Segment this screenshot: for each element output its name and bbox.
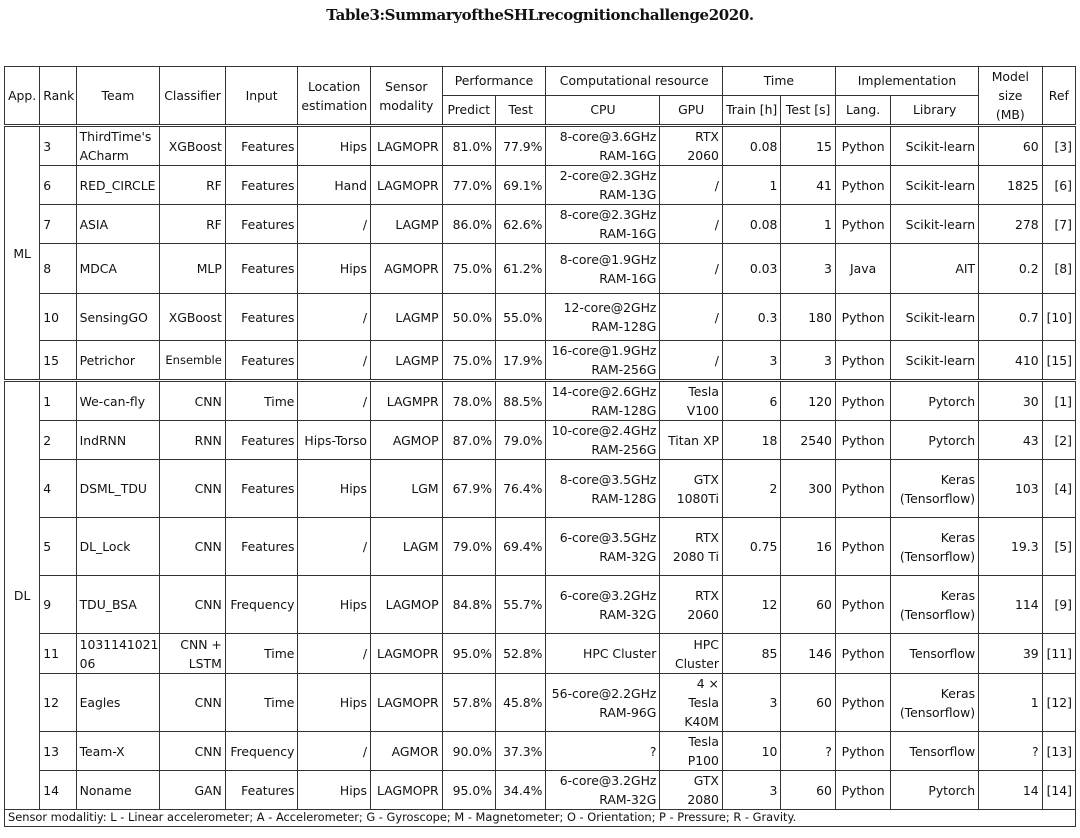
model-size-cell: 60	[979, 126, 1043, 166]
header-sensor: Sensor modality	[371, 67, 443, 126]
test-cell: 88.5%	[496, 381, 546, 421]
cpu-cell: 8-core@1.9GHz RAM-16G	[546, 244, 660, 294]
test-cell: 17.9%	[496, 341, 546, 381]
test-cell: 37.3%	[496, 732, 546, 771]
input-cell: Frequency	[225, 732, 298, 771]
rank-cell: 1	[40, 381, 76, 421]
header-library: Library	[891, 95, 979, 125]
team-cell: TDU_BSA	[76, 576, 160, 634]
summary-table	[4, 66, 1076, 810]
model-size-cell: 1825	[979, 166, 1043, 205]
cpu-cell: HPC Cluster	[546, 634, 660, 674]
header-location: Location estimation	[298, 67, 371, 126]
cpu-cell: ?	[546, 732, 660, 771]
train-time-cell: 1	[722, 166, 780, 205]
gpu-cell: GTX 1080Ti	[660, 460, 723, 518]
table-row	[5, 294, 1076, 341]
model-size-cell: ?	[979, 732, 1043, 771]
predict-cell: 50.0%	[442, 294, 495, 341]
gpu-cell: /	[660, 341, 723, 381]
test-cell: 61.2%	[496, 244, 546, 294]
predict-cell: 79.0%	[442, 518, 495, 576]
team-cell: DL_Lock	[76, 518, 160, 576]
classifier-cell: CNN	[160, 381, 226, 421]
table-row	[5, 732, 1076, 771]
library-cell: Tensorflow	[891, 732, 979, 771]
input-cell: Features	[225, 166, 298, 205]
lang-cell: Python	[835, 732, 890, 771]
cpu-cell: 8-core@3.6GHz RAM-16G	[546, 126, 660, 166]
lang-cell: Python	[835, 771, 890, 810]
sensor-cell: AGMOPR	[371, 244, 443, 294]
table-row	[5, 421, 1076, 460]
team-cell: ThirdTime's ACharm	[76, 126, 160, 166]
model-size-cell: 14	[979, 771, 1043, 810]
lang-cell: Python	[835, 341, 890, 381]
table-row	[5, 674, 1076, 732]
rank-cell: 12	[40, 674, 76, 732]
header-train-time: Train [h]	[722, 95, 780, 125]
classifier-cell: CNN	[160, 732, 226, 771]
test-cell: 69.4%	[496, 518, 546, 576]
classifier-cell: CNN	[160, 460, 226, 518]
sensor-cell: LAGMP	[371, 294, 443, 341]
cpu-cell: 14-core@2.6GHz RAM-128G	[546, 381, 660, 421]
test-cell: 77.9%	[496, 126, 546, 166]
classifier-cell: CNN	[160, 674, 226, 732]
table-row	[5, 771, 1076, 810]
team-cell: IndRNN	[76, 421, 160, 460]
classifier-cell: XGBoost	[160, 126, 226, 166]
location-cell: /	[298, 518, 371, 576]
model-size-cell: 39	[979, 634, 1043, 674]
test-cell: 55.7%	[496, 576, 546, 634]
cpu-cell: 6-core@3.2GHz RAM-32G	[546, 576, 660, 634]
lang-cell: Python	[835, 381, 890, 421]
ref-cell: [15]	[1042, 341, 1075, 381]
test-time-cell: 3	[781, 244, 835, 294]
sensor-cell: LAGMOPR	[371, 634, 443, 674]
classifier-cell: MLP	[160, 244, 226, 294]
gpu-cell: /	[660, 244, 723, 294]
location-cell: /	[298, 381, 371, 421]
model-size-cell: 410	[979, 341, 1043, 381]
team-cell: DSML_TDU	[76, 460, 160, 518]
predict-cell: 86.0%	[442, 205, 495, 244]
table-row	[5, 126, 1076, 166]
input-cell: Features	[225, 771, 298, 810]
header-compute: Computational resource	[546, 67, 722, 96]
gpu-cell: GTX 2080	[660, 771, 723, 810]
cpu-cell: 6-core@3.2GHz RAM-32G	[546, 771, 660, 810]
cpu-cell: 10-core@2.4GHz RAM-256G	[546, 421, 660, 460]
sensor-cell: LAGMOP	[371, 576, 443, 634]
library-cell: Pytorch	[891, 421, 979, 460]
classifier-cell: CNN + LSTM	[160, 634, 226, 674]
library-cell: Tensorflow	[891, 634, 979, 674]
location-cell: Hips	[298, 674, 371, 732]
library-cell: Scikit-learn	[891, 341, 979, 381]
ref-cell: [3]	[1042, 126, 1075, 166]
team-cell: Noname	[76, 771, 160, 810]
location-cell: /	[298, 294, 371, 341]
ref-cell: [10]	[1042, 294, 1075, 341]
test-time-cell: 15	[781, 126, 835, 166]
ref-cell: [8]	[1042, 244, 1075, 294]
ref-cell: [13]	[1042, 732, 1075, 771]
location-cell: /	[298, 732, 371, 771]
rank-cell: 10	[40, 294, 76, 341]
header-test-time: Test [s]	[781, 95, 835, 125]
test-cell: 76.4%	[496, 460, 546, 518]
train-time-cell: 2	[722, 460, 780, 518]
input-cell: Features	[225, 244, 298, 294]
ref-cell: [5]	[1042, 518, 1075, 576]
predict-cell: 84.8%	[442, 576, 495, 634]
test-cell: 55.0%	[496, 294, 546, 341]
train-time-cell: 0.75	[722, 518, 780, 576]
ref-cell: [12]	[1042, 674, 1075, 732]
input-cell: Features	[225, 294, 298, 341]
rank-cell: 2	[40, 421, 76, 460]
cpu-cell: 6-core@3.5GHz RAM-32G	[546, 518, 660, 576]
test-time-cell: 2540	[781, 421, 835, 460]
table-row	[5, 634, 1076, 674]
predict-cell: 95.0%	[442, 771, 495, 810]
rank-cell: 11	[40, 634, 76, 674]
test-time-cell: 3	[781, 341, 835, 381]
table-title: Table3:SummaryoftheSHLrecognitionchallenge2020.	[326, 6, 754, 24]
input-cell: Frequency	[225, 576, 298, 634]
team-cell: SensingGO	[76, 294, 160, 341]
table-header	[5, 67, 1076, 126]
ref-cell: [2]	[1042, 421, 1075, 460]
header-test: Test	[496, 95, 546, 125]
model-size-cell: 103	[979, 460, 1043, 518]
rank-cell: 4	[40, 460, 76, 518]
classifier-cell: RNN	[160, 421, 226, 460]
sensor-cell: LAGMOPR	[371, 166, 443, 205]
gpu-cell: RTX 2060	[660, 126, 723, 166]
lang-cell: Python	[835, 674, 890, 732]
sensor-cell: LAGMPR	[371, 381, 443, 421]
input-cell: Features	[225, 126, 298, 166]
header-rank: Rank	[40, 67, 76, 126]
table-row	[5, 244, 1076, 294]
gpu-cell: HPC Cluster	[660, 634, 723, 674]
rank-cell: 9	[40, 576, 76, 634]
library-cell: Keras (Tensorflow)	[891, 518, 979, 576]
header-input: Input	[225, 67, 298, 126]
library-cell: Pytorch	[891, 381, 979, 421]
test-time-cell: 60	[781, 576, 835, 634]
table-row	[5, 381, 1076, 421]
header-cpu: CPU	[546, 95, 660, 125]
header-performance: Performance	[442, 67, 546, 96]
sensor-cell: AGMOP	[371, 421, 443, 460]
app-cell: ML	[5, 126, 40, 381]
ref-cell: [9]	[1042, 576, 1075, 634]
gpu-cell: /	[660, 205, 723, 244]
lang-cell: Python	[835, 126, 890, 166]
ref-cell: [7]	[1042, 205, 1075, 244]
input-cell: Time	[225, 674, 298, 732]
train-time-cell: 0.03	[722, 244, 780, 294]
rank-cell: 7	[40, 205, 76, 244]
rank-cell: 15	[40, 341, 76, 381]
group-ml	[5, 126, 1076, 381]
test-cell: 52.8%	[496, 634, 546, 674]
team-cell: Eagles	[76, 674, 160, 732]
test-time-cell: 41	[781, 166, 835, 205]
model-size-cell: 1	[979, 674, 1043, 732]
ref-cell: [6]	[1042, 166, 1075, 205]
header-classifier: Classifier	[160, 67, 226, 126]
location-cell: Hips	[298, 126, 371, 166]
team-cell: RED_CIRCLE	[76, 166, 160, 205]
rank-cell: 8	[40, 244, 76, 294]
train-time-cell: 12	[722, 576, 780, 634]
rank-cell: 5	[40, 518, 76, 576]
classifier-cell: RF	[160, 205, 226, 244]
ref-cell: [11]	[1042, 634, 1075, 674]
model-size-cell: 30	[979, 381, 1043, 421]
rank-cell: 3	[40, 126, 76, 166]
classifier-cell: RF	[160, 166, 226, 205]
model-size-cell: 278	[979, 205, 1043, 244]
team-cell: ASIA	[76, 205, 160, 244]
cpu-cell: 8-core@2.3GHz RAM-16G	[546, 205, 660, 244]
table-row	[5, 460, 1076, 518]
table-row	[5, 166, 1076, 205]
header-app: App.	[5, 67, 40, 126]
train-time-cell: 10	[722, 732, 780, 771]
library-cell: Scikit-learn	[891, 126, 979, 166]
table-row	[5, 518, 1076, 576]
ref-cell: [1]	[1042, 381, 1075, 421]
lang-cell: Python	[835, 634, 890, 674]
predict-cell: 67.9%	[442, 460, 495, 518]
library-cell: AIT	[891, 244, 979, 294]
train-time-cell: 0.08	[722, 126, 780, 166]
team-cell: Petrichor	[76, 341, 160, 381]
team-cell: 1031141021 06	[76, 634, 160, 674]
train-time-cell: 0.08	[722, 205, 780, 244]
footnote: Sensor modalitiy: L - Linear accelerometer; A - Accelerometer; G - Gyroscope; M - Magnetometer; O - Orientation; P - Pressure; R - Gravity.	[4, 808, 1076, 827]
input-cell: Features	[225, 205, 298, 244]
sensor-cell: LAGMOPR	[371, 771, 443, 810]
sensor-cell: LAGMP	[371, 205, 443, 244]
cpu-cell: 16-core@1.9GHz RAM-256G	[546, 341, 660, 381]
app-cell: DL	[5, 381, 40, 810]
input-cell: Features	[225, 518, 298, 576]
gpu-cell: Tesla V100	[660, 381, 723, 421]
predict-cell: 90.0%	[442, 732, 495, 771]
classifier-cell: Ensemble	[160, 341, 226, 381]
rank-cell: 6	[40, 166, 76, 205]
test-time-cell: 16	[781, 518, 835, 576]
location-cell: /	[298, 341, 371, 381]
header-implementation: Implementation	[835, 67, 978, 96]
header-gpu: GPU	[660, 95, 723, 125]
lang-cell: Python	[835, 460, 890, 518]
lang-cell: Python	[835, 518, 890, 576]
location-cell: Hips	[298, 771, 371, 810]
ref-cell: [4]	[1042, 460, 1075, 518]
location-cell: Hips-Torso	[298, 421, 371, 460]
model-size-cell: 19.3	[979, 518, 1043, 576]
predict-cell: 87.0%	[442, 421, 495, 460]
sensor-cell: LGM	[371, 460, 443, 518]
team-cell: Team-X	[76, 732, 160, 771]
predict-cell: 75.0%	[442, 341, 495, 381]
sensor-cell: LAGMP	[371, 341, 443, 381]
header-lang: Lang.	[835, 95, 890, 125]
test-time-cell: 180	[781, 294, 835, 341]
predict-cell: 57.8%	[442, 674, 495, 732]
location-cell: Hips	[298, 244, 371, 294]
test-cell: 34.4%	[496, 771, 546, 810]
gpu-cell: Titan XP	[660, 421, 723, 460]
cpu-cell: 56-core@2.2GHz RAM-96G	[546, 674, 660, 732]
sensor-cell: LAGMOPR	[371, 126, 443, 166]
test-time-cell: 146	[781, 634, 835, 674]
header-ref: Ref	[1042, 67, 1075, 126]
rank-cell: 14	[40, 771, 76, 810]
gpu-cell: RTX 2060	[660, 576, 723, 634]
test-cell: 79.0%	[496, 421, 546, 460]
location-cell: /	[298, 634, 371, 674]
model-size-cell: 43	[979, 421, 1043, 460]
test-cell: 62.6%	[496, 205, 546, 244]
predict-cell: 75.0%	[442, 244, 495, 294]
lang-cell: Python	[835, 205, 890, 244]
predict-cell: 77.0%	[442, 166, 495, 205]
classifier-cell: XGBoost	[160, 294, 226, 341]
test-cell: 45.8%	[496, 674, 546, 732]
location-cell: Hips	[298, 576, 371, 634]
lang-cell: Python	[835, 576, 890, 634]
input-cell: Features	[225, 421, 298, 460]
lang-cell: Python	[835, 166, 890, 205]
lang-cell: Java	[835, 244, 890, 294]
predict-cell: 95.0%	[442, 634, 495, 674]
train-time-cell: 18	[722, 421, 780, 460]
input-cell: Time	[225, 634, 298, 674]
train-time-cell: 85	[722, 634, 780, 674]
team-cell: We-can-fly	[76, 381, 160, 421]
header-team: Team	[76, 67, 160, 126]
library-cell: Scikit-learn	[891, 166, 979, 205]
group-dl	[5, 381, 1076, 810]
sensor-cell: AGMOR	[371, 732, 443, 771]
library-cell: Keras (Tensorflow)	[891, 674, 979, 732]
test-time-cell: 1	[781, 205, 835, 244]
model-size-cell: 0.7	[979, 294, 1043, 341]
gpu-cell: Tesla P100	[660, 732, 723, 771]
library-cell: Keras (Tensorflow)	[891, 576, 979, 634]
train-time-cell: 6	[722, 381, 780, 421]
gpu-cell: /	[660, 166, 723, 205]
table-row	[5, 576, 1076, 634]
header-time: Time	[722, 67, 835, 96]
lang-cell: Python	[835, 294, 890, 341]
gpu-cell: 4 × Tesla K40M	[660, 674, 723, 732]
train-time-cell: 3	[722, 674, 780, 732]
model-size-cell: 0.2	[979, 244, 1043, 294]
classifier-cell: CNN	[160, 576, 226, 634]
test-time-cell: 300	[781, 460, 835, 518]
location-cell: Hand	[298, 166, 371, 205]
library-cell: Scikit-learn	[891, 205, 979, 244]
input-cell: Features	[225, 460, 298, 518]
sensor-cell: LAGMOPR	[371, 674, 443, 732]
location-cell: /	[298, 205, 371, 244]
library-cell: Keras (Tensorflow)	[891, 460, 979, 518]
train-time-cell: 3	[722, 771, 780, 810]
test-time-cell: ?	[781, 732, 835, 771]
input-cell: Features	[225, 341, 298, 381]
classifier-cell: GAN	[160, 771, 226, 810]
test-cell: 69.1%	[496, 166, 546, 205]
library-cell: Scikit-learn	[891, 294, 979, 341]
classifier-cell: CNN	[160, 518, 226, 576]
cpu-cell: 12-core@2GHz RAM-128G	[546, 294, 660, 341]
header-model-size: Model size (MB)	[979, 67, 1043, 126]
rank-cell: 13	[40, 732, 76, 771]
train-time-cell: 3	[722, 341, 780, 381]
model-size-cell: 114	[979, 576, 1043, 634]
header-predict: Predict	[442, 95, 495, 125]
cpu-cell: 2-core@2.3GHz RAM-13G	[546, 166, 660, 205]
input-cell: Time	[225, 381, 298, 421]
predict-cell: 81.0%	[442, 126, 495, 166]
gpu-cell: /	[660, 294, 723, 341]
sensor-cell: LAGM	[371, 518, 443, 576]
team-cell: MDCA	[76, 244, 160, 294]
test-time-cell: 60	[781, 674, 835, 732]
gpu-cell: RTX 2080 Ti	[660, 518, 723, 576]
lang-cell: Python	[835, 421, 890, 460]
cpu-cell: 8-core@3.5GHz RAM-128G	[546, 460, 660, 518]
predict-cell: 78.0%	[442, 381, 495, 421]
location-cell: Hips	[298, 460, 371, 518]
table-row	[5, 205, 1076, 244]
train-time-cell: 0.3	[722, 294, 780, 341]
test-time-cell: 60	[781, 771, 835, 810]
table-row	[5, 341, 1076, 381]
test-time-cell: 120	[781, 381, 835, 421]
ref-cell: [14]	[1042, 771, 1075, 810]
library-cell: Pytorch	[891, 771, 979, 810]
